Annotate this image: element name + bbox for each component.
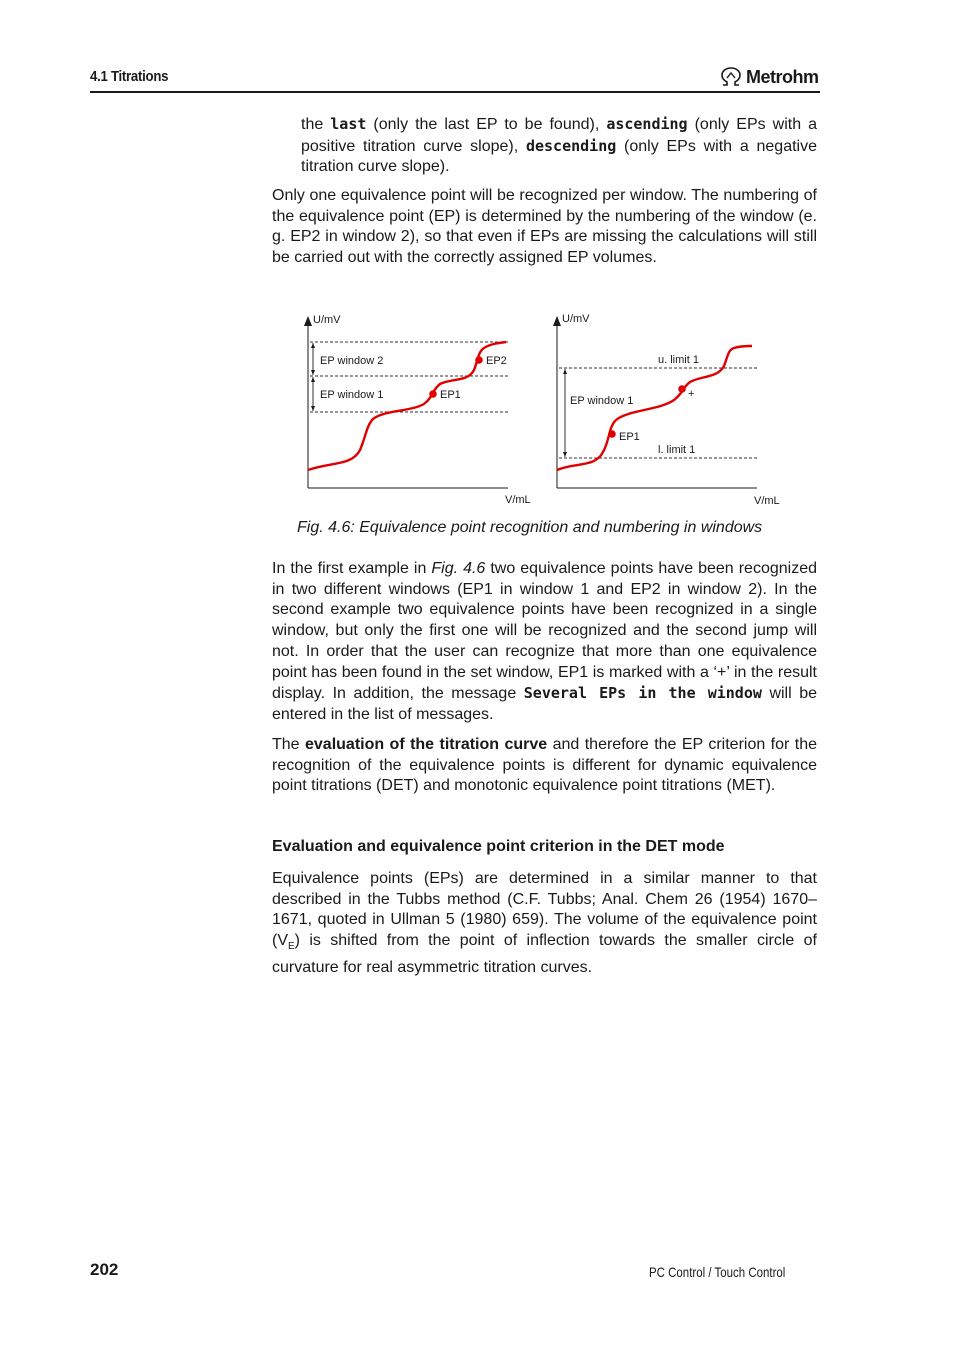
text: the: [301, 116, 331, 133]
text: In the first example in: [272, 560, 432, 577]
right-plus-label: +: [688, 388, 695, 400]
right-plus-marker: [678, 385, 686, 393]
left-ep1-marker: [429, 390, 437, 398]
text: ) is shifted from the point of inflection towards the smaller circle of curvature for real asymmetric titration curves.: [272, 932, 817, 976]
left-y-axis-arrow: [304, 316, 312, 326]
section-title: 4.1 Titrations: [90, 68, 169, 85]
text: (only EPs with a negative titration curve slope).: [301, 137, 818, 176]
code-descending: descending: [525, 136, 617, 155]
page-number: 202: [90, 1260, 119, 1279]
paragraph-tubbs-method: [272, 869, 817, 979]
right-ep1-label: EP1: [619, 431, 640, 443]
left-window2-label: EP window 2: [320, 355, 384, 367]
right-y-label: U/mV: [562, 313, 590, 325]
right-titration-curve: [557, 346, 752, 470]
left-ep1-label: EP1: [440, 389, 461, 401]
paragraph-first-example: [272, 559, 817, 726]
footer-product: PC Control / Touch Control: [649, 1264, 786, 1280]
right-ep1-marker: [608, 430, 616, 438]
text: two equivalence points have been recognized in two different windows (EP1 in window 1 and EP2 in window 2). In the second example two equivalence points have been recognized in a single window, but only the first one will be recognized and the second jump will not. In order that the user can recognize that more than one equivalence point has been found in the set window, EP1 is marked with a ‘+’ in the result display. In addition, the message: [272, 560, 817, 703]
figure-reference: Fig. 4.6: [431, 560, 486, 577]
section-heading: Evaluation and equivalence point criterion in the DET mode: [272, 838, 725, 855]
left-ep2-marker: [475, 356, 483, 364]
text: and therefore the EP criterion for the recognition of the equivalence points is different for dynamic equivalence point titrations (DET) and monotonic equivalence point titrations (MET).: [272, 736, 818, 795]
right-window-label: EP window 1: [570, 395, 634, 407]
paragraph-one-ep-per-window: Only one equivalence point will be recognized per window. The numbering of the equivalence point (EP) is determined by the numbering of the window (e. g. EP2 in window 2), so that even if EPs are missing the calculations will still be carried out with the correctly assigned EP volumes.: [272, 187, 817, 267]
right-lower-limit-label: l. limit 1: [658, 444, 696, 456]
code-last: last: [330, 115, 367, 133]
bold-term: evaluation of the titration curve: [305, 736, 548, 753]
brand-name: Metrohm: [746, 66, 819, 87]
code-several-eps: Several EPs in the window: [523, 684, 762, 703]
equivalence-point-figure: [0, 0, 954, 520]
text: will be entered in the list of messages.: [272, 685, 817, 723]
right-upper-limit-label: u. limit 1: [658, 354, 699, 366]
left-diagram: [304, 314, 531, 506]
left-y-label: U/mV: [313, 314, 341, 326]
subscript-e: E: [288, 941, 295, 953]
left-ep2-label: EP2: [486, 355, 507, 367]
left-window1-label: EP window 1: [320, 389, 384, 401]
paragraph-evaluation: [272, 735, 817, 797]
text: (only the last EP to be found),: [366, 116, 607, 133]
right-diagram: [553, 313, 780, 507]
text: The: [272, 736, 305, 753]
code-ascending: ascending: [606, 115, 688, 133]
right-y-axis-arrow: [553, 316, 561, 326]
text: (only EPs with a positive titration curve slope),: [301, 116, 818, 155]
text: Equivalence points (EPs) are determined in a similar manner to that described in the Tubbs method (C.F. Tubbs; Anal. Chem 26 (1954) 1670–1671, quoted in Ullman 5 (1980) 659). The volume of the equivalence point (V: [272, 870, 817, 950]
figure-caption: Fig. 4.6: Equivalence point recognition and numbering in windows: [297, 519, 763, 536]
right-x-label: V/mL: [754, 495, 780, 507]
left-x-label: V/mL: [505, 494, 531, 506]
